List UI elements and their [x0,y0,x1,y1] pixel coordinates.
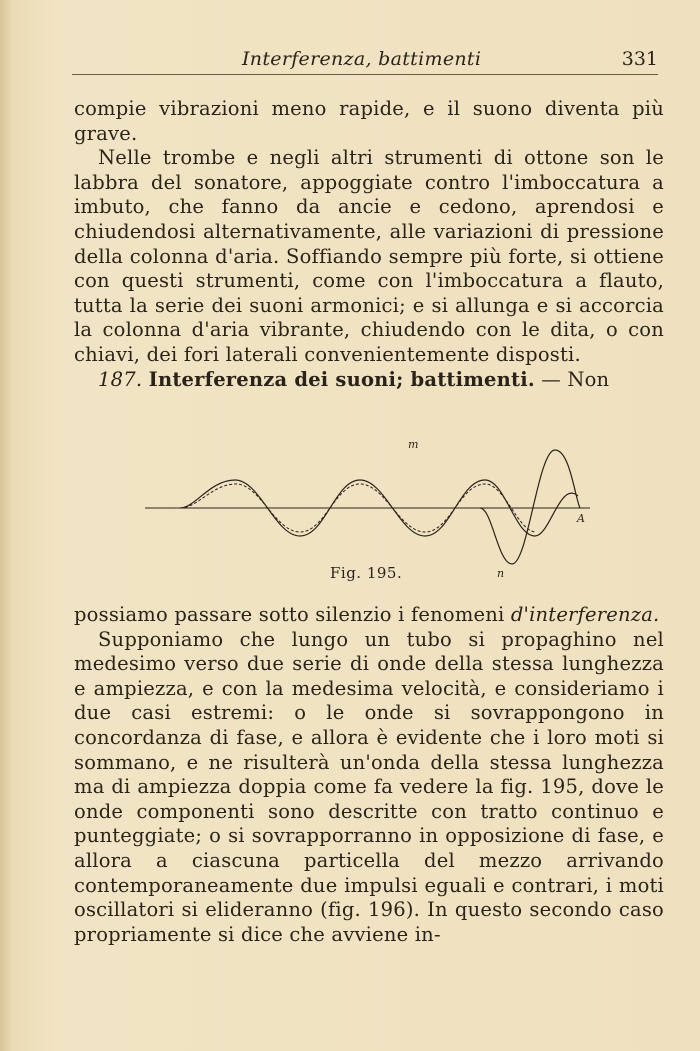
page-number: 331 [621,48,658,70]
section-title: Interferenza dei suoni; battimenti. [148,367,535,391]
text-block-top [74,97,664,392]
paragraph-interferenza [74,603,664,628]
page-header [72,44,658,75]
continuation-text: possiamo passare sotto silenzio i fenomeni [74,603,511,626]
resultant-wave [480,450,580,564]
text-block-bottom [74,603,664,947]
section-heading [74,368,664,393]
label-a: A [577,512,585,525]
italic-term: d'interferenza. [510,603,660,626]
label-m: m [408,438,419,451]
running-title: Interferenza, battimenti [242,48,482,70]
label-n: n [497,567,505,580]
section-number: 187. [98,367,143,391]
figure-caption: Fig. 195. [330,564,403,582]
paragraph-supponiamo: Supponiamo che lungo un tubo si propaghino nel medesimo verso due serie di onde della stessa lunghezza e ampiezza, e con la medesima velocità, e consideriamo i due casi estremi: o le onde si sovrappongono in concordanza di fase, e allora è evidente che i loro moti si sommano, e ne risulterà un'onda della stessa lunghezza ma di ampiezza doppia come fa vedere la fig. 195, dove le onde componenti sono descritte con tratto continuo e punteggiate; o si sovrapporranno in opposizione di fase, e allora a ciascuna particella del mezzo arrivando contemporaneamente due impulsi eguali e contrari, i moti oscillatori si elideranno (fig. 196). In questo secondo caso propriamente si dice che avviene in- [74,627,664,946]
section-lead: — Non [534,367,610,391]
paragraph-continuation: compie vibrazioni meno rapide, e il suono diventa più grave. [74,97,664,145]
paragraph-trombe: Nelle trombe e negli altri strumenti di ottone son le labbra del sonatore, appoggiate contro l'imboccatura a imbuto, che fanno da ancie e cedono, aprendosi e chiudendosi alternativamente, alle variazioni di pressione della colonna d'aria. Soffiando sempre più forte, si ottiene con questi strumenti, come con l'imboccatura a flauto, tutta la serie dei suoni armonici; e si allunga e si accorcia la colonna d'aria vibrante, chiudendo con le dita, o con chiavi, dei fori laterali convenientemente disposti. [74,146,664,366]
figure-195 [140,436,600,586]
